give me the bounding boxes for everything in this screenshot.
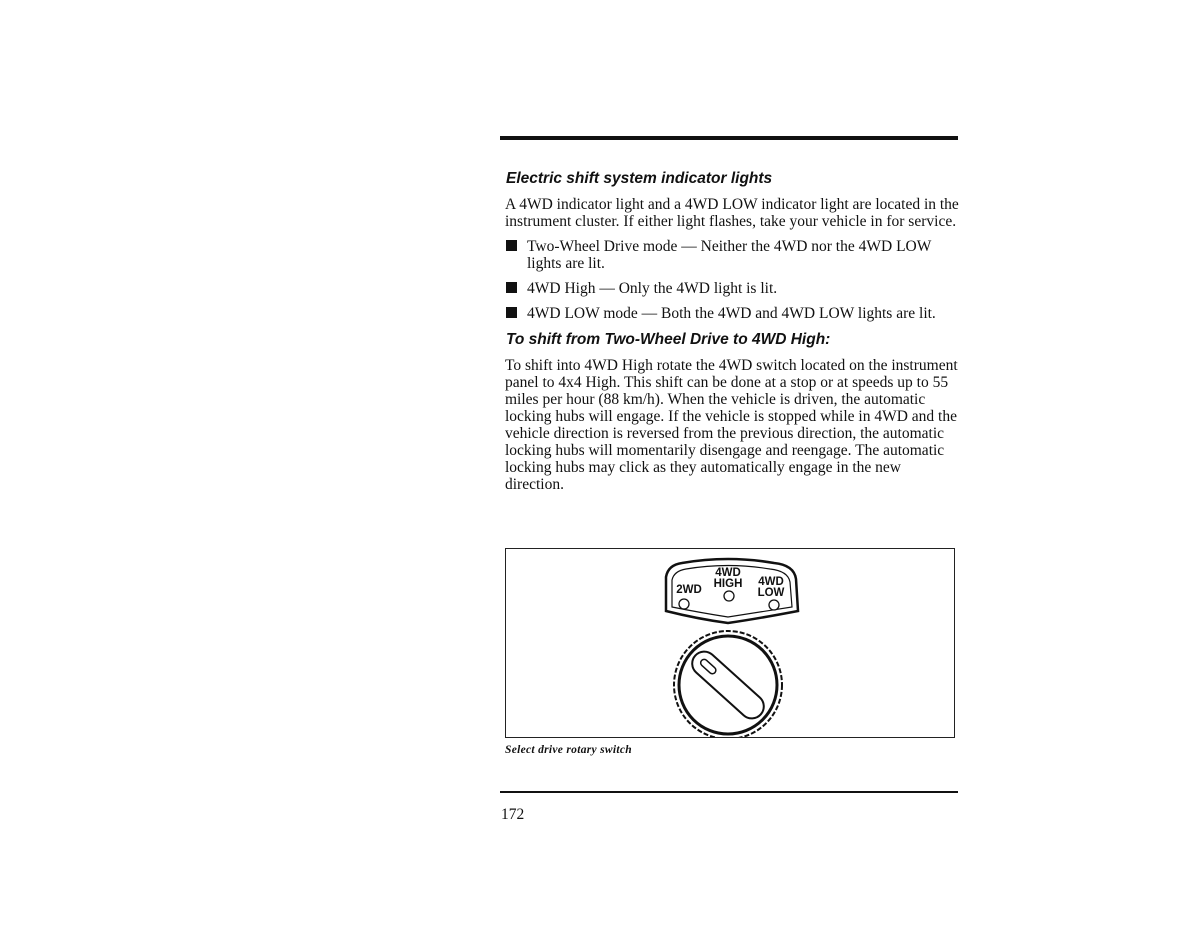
bullet-item bbox=[500, 280, 942, 297]
bullet-square-icon bbox=[506, 307, 517, 318]
rotary-switch-illustration bbox=[506, 549, 954, 737]
bullet-text: Two-Wheel Drive mode — Neither the 4WD nor the 4WD LOW lights are lit. bbox=[527, 238, 932, 272]
bullet-item bbox=[500, 238, 942, 272]
label-4wd-high-top: 4WD bbox=[715, 567, 741, 579]
bullet-list bbox=[500, 238, 958, 322]
bullet-square-icon bbox=[506, 282, 517, 293]
bottom-rule bbox=[500, 791, 958, 793]
bullet-text: 4WD LOW mode — Both the 4WD and 4WD LOW lights are lit. bbox=[527, 305, 936, 322]
figure-caption: Select drive rotary switch bbox=[505, 744, 632, 756]
label-2wd: 2WD bbox=[676, 584, 702, 596]
intro-paragraph: A 4WD indicator light and a 4WD LOW indicator light are located in the instrument cluster. If either light flashes, take your vehicle in for service. bbox=[505, 196, 959, 230]
label-4wd-high-bottom: HIGH bbox=[713, 578, 743, 590]
lamp-4wd-low-icon bbox=[769, 600, 779, 610]
bullet-text: 4WD High — Only the 4WD light is lit. bbox=[527, 280, 778, 297]
bullet-square-icon bbox=[506, 240, 517, 251]
top-rule bbox=[500, 136, 958, 140]
lamp-4wd-high-icon bbox=[724, 591, 734, 601]
section-heading: Electric shift system indicator lights bbox=[506, 170, 773, 187]
lamp-2wd-icon bbox=[679, 599, 689, 609]
bullet-item bbox=[500, 305, 942, 322]
page-content bbox=[500, 136, 958, 493]
shift-heading: To shift from Two-Wheel Drive to 4WD High: bbox=[506, 331, 831, 348]
label-4wd-low-bottom: LOW bbox=[757, 587, 785, 599]
page-number: 172 bbox=[501, 806, 525, 823]
label-4wd-low-top: 4WD bbox=[758, 576, 784, 588]
shift-paragraph: To shift into 4WD High rotate the 4WD switch located on the instrument panel to 4x4 High. This shift can be done at a stop or at speeds up to 55 miles per hour (88 km/h). When the vehicle is driven, the automatic locking hubs will engage. If the vehicle is stopped while in 4WD and the vehicle direction is reversed from the previous direction, the automatic locking hubs will momentarily disengage and reengage. The automatic locking hubs may click as they automatically engage in the new direction. bbox=[505, 357, 958, 493]
figure-box bbox=[505, 548, 955, 738]
